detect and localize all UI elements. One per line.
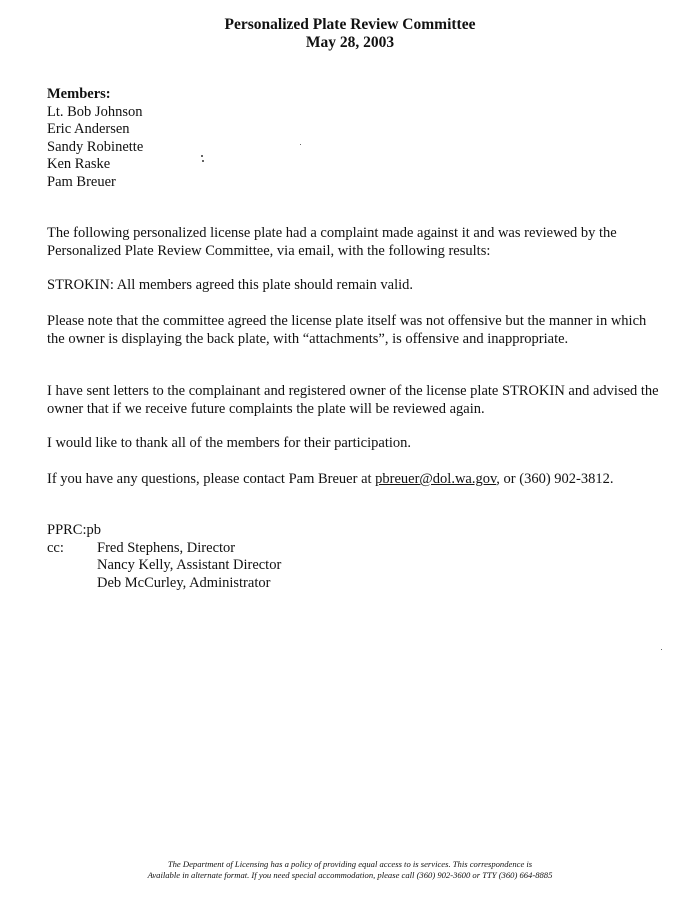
intro-paragraph: The following personalized license plate had a complaint made against it and was reviewed by the Personalized Plate Review Committee, via email, with the following results: (47, 225, 617, 259)
scan-speck (201, 155, 203, 157)
scan-speck (661, 649, 662, 650)
contact-email-link[interactable]: pbreuer@dol.wa.gov (375, 471, 497, 487)
footer-line: The Department of Licensing has a policy of providing equal access to is services. This correspondence is (167, 859, 533, 869)
signature-block (47, 522, 281, 592)
member-name: Sandy Robinette (47, 138, 144, 155)
members-list (47, 86, 143, 191)
member-name: Pam Breuer (47, 173, 116, 190)
contact-prefix: If you have any questions, please contact Pam Breuer at (47, 471, 376, 487)
accessibility-footer (0, 859, 700, 881)
scan-speck (202, 160, 204, 162)
member-name: Lt. Bob Johnson (47, 103, 143, 120)
members-label: Members: (47, 86, 111, 102)
cc-list (97, 540, 281, 593)
cc-recipient: Fred Stephens, Director (97, 539, 236, 556)
cc-label: cc: (47, 539, 64, 556)
contact-paragraph (47, 471, 662, 489)
committee-title: Personalized Plate Review Committee (224, 16, 476, 33)
letters-paragraph: I have sent letters to the complainant and registered owner of the license plate STROKIN and advised the owner that if we receive future complaints the plate will be reviewed again. (47, 383, 659, 417)
note-paragraph: Please note that the committee agreed the license plate itself was not offensive but the manner in which the owner is displaying the back plate, with “attachments”, is offensive and inappropriate. (47, 313, 647, 347)
thanks-paragraph: I would like to thank all of the members for their participation. (47, 435, 412, 451)
footer-line: Available in alternate format. If you need special accommodation, please call (360) 902-3600 or TTY (360) 664-8885 (147, 870, 553, 880)
member-name: Ken Raske (47, 156, 111, 172)
member-name: Eric Andersen (47, 121, 130, 137)
cc-block (47, 540, 281, 593)
contact-suffix: , or (360) 902-3812. (496, 471, 614, 487)
document-heading (0, 16, 700, 52)
scan-speck (300, 144, 301, 145)
result-paragraph: STROKIN: All members agreed this plate should remain valid. (47, 277, 414, 293)
cc-recipient: Nancy Kelly, Assistant Director (97, 557, 282, 573)
initials: PPRC:pb (47, 522, 101, 538)
memo-date: May 28, 2003 (305, 34, 395, 51)
cc-recipient: Deb McCurley, Administrator (97, 574, 271, 591)
